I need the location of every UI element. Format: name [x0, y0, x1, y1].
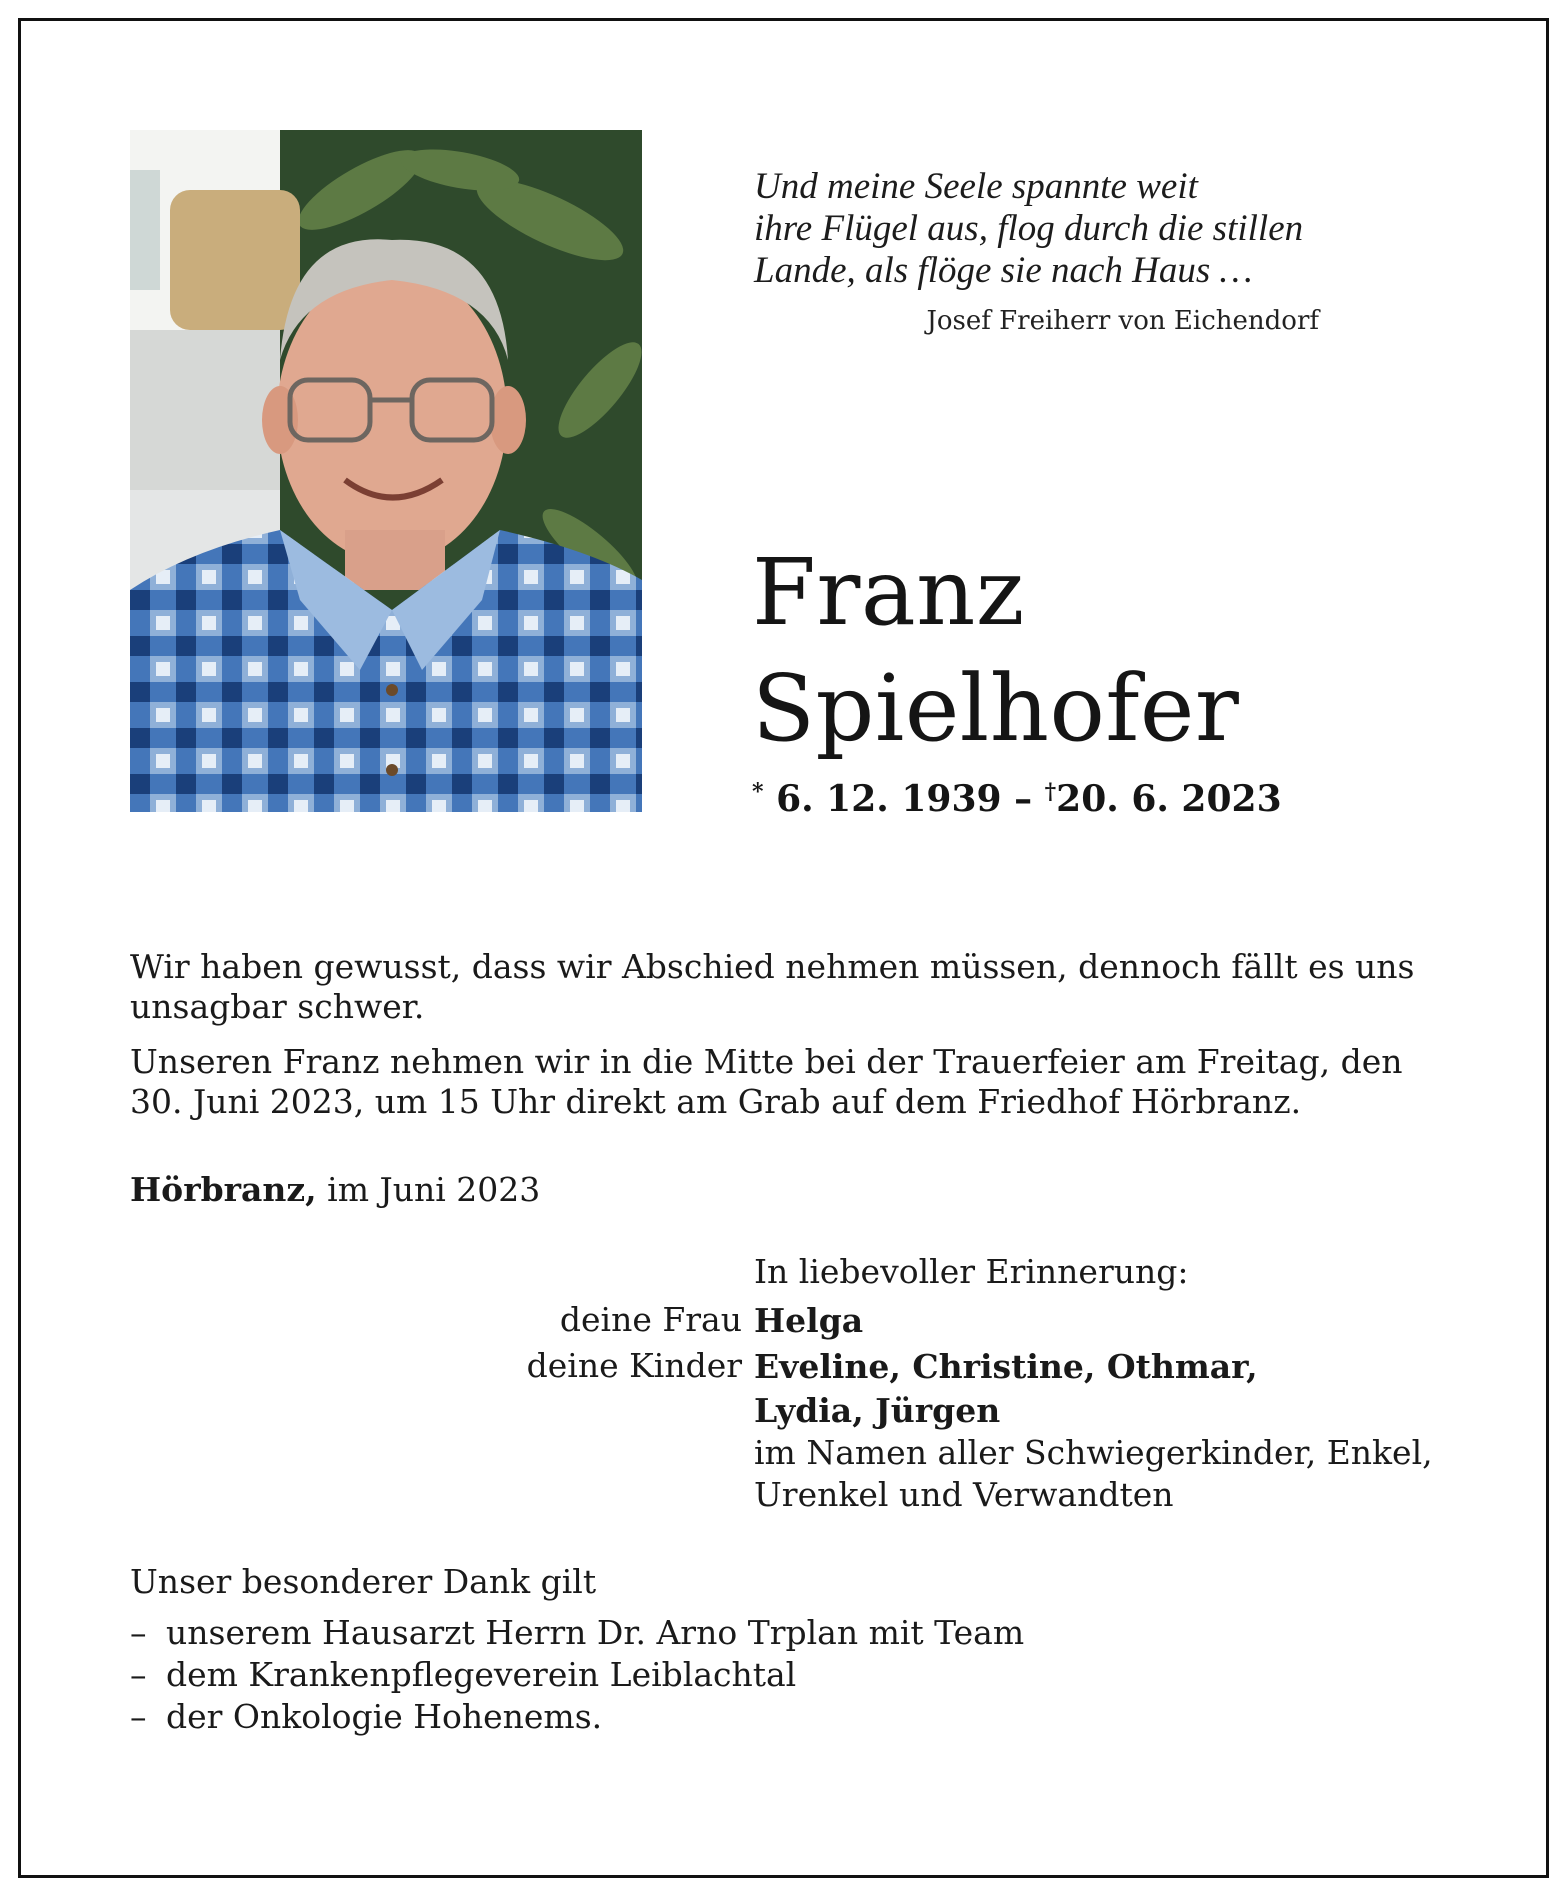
paragraph-farewell: Wir haben gewusst, dass wir Abschied nehmen müssen, dennoch fällt es uns unsagbar schwer.	[130, 947, 1415, 1026]
list-item	[130, 1696, 1024, 1738]
death-date: 20. 6. 2023	[1056, 778, 1282, 820]
quote-line: Und meine Seele spannte weit	[754, 166, 1198, 207]
paragraph-funeral: Unseren Franz nehmen wir in die Mitte bei der Trauerfeier am Freitag, den 30. Juni 2023, um 15 Uhr direkt am Grab auf dem Friedhof Hörbranz.	[130, 1042, 1403, 1121]
life-dates	[752, 778, 1282, 820]
quote-line: ihre Flügel aus, flog durch die stillen	[754, 208, 1304, 249]
birth-symbol: *	[752, 779, 764, 805]
place: Hörbranz,	[130, 1170, 317, 1209]
list-dash: –	[130, 1613, 147, 1652]
children-names-line2: Lydia, Jürgen	[754, 1391, 1001, 1430]
death-symbol: †	[1044, 779, 1057, 805]
quote-line: Lande, als flöge sie nach Haus …	[754, 250, 1253, 291]
last-name: Spielhofer	[752, 655, 1240, 762]
children-label: deine Kinder	[526, 1346, 742, 1385]
wife-label: deine Frau	[559, 1300, 742, 1339]
list-item	[130, 1654, 1024, 1696]
thanks-list	[130, 1612, 1024, 1738]
thanks-title: Unser besonderer Dank gilt	[130, 1562, 597, 1601]
others-line2: Urenkel und Verwandten	[754, 1475, 1174, 1514]
thanks-item: dem Krankenpflegeverein Leiblachtal	[166, 1655, 797, 1694]
first-name: Franz	[752, 539, 1025, 646]
thanks-item: unserem Hausarzt Herrn Dr. Arno Trplan mit Team	[166, 1613, 1025, 1652]
children-names-line1: Eveline, Christine, Othmar,	[754, 1347, 1258, 1386]
list-dash: –	[130, 1655, 147, 1694]
portrait-photo	[130, 130, 642, 812]
wife-name: Helga	[754, 1301, 864, 1340]
thanks-item: der Onkologie Hohenems.	[166, 1697, 603, 1736]
deceased-name	[752, 535, 1432, 767]
place-date	[130, 1170, 540, 1209]
others-line1: im Namen aller Schwiegerkinder, Enkel,	[754, 1433, 1433, 1472]
poem-quote	[754, 166, 1394, 292]
list-dash: –	[130, 1697, 147, 1736]
list-item	[130, 1612, 1024, 1654]
quote-author: Josef Freiherr von Eichendorf	[926, 306, 1319, 336]
birth-date: 6. 12. 1939	[776, 778, 1002, 820]
date: im Juni 2023	[327, 1170, 541, 1209]
date-separator: –	[1014, 778, 1033, 820]
memory-title: In liebevoller Erinnerung:	[754, 1252, 1189, 1291]
